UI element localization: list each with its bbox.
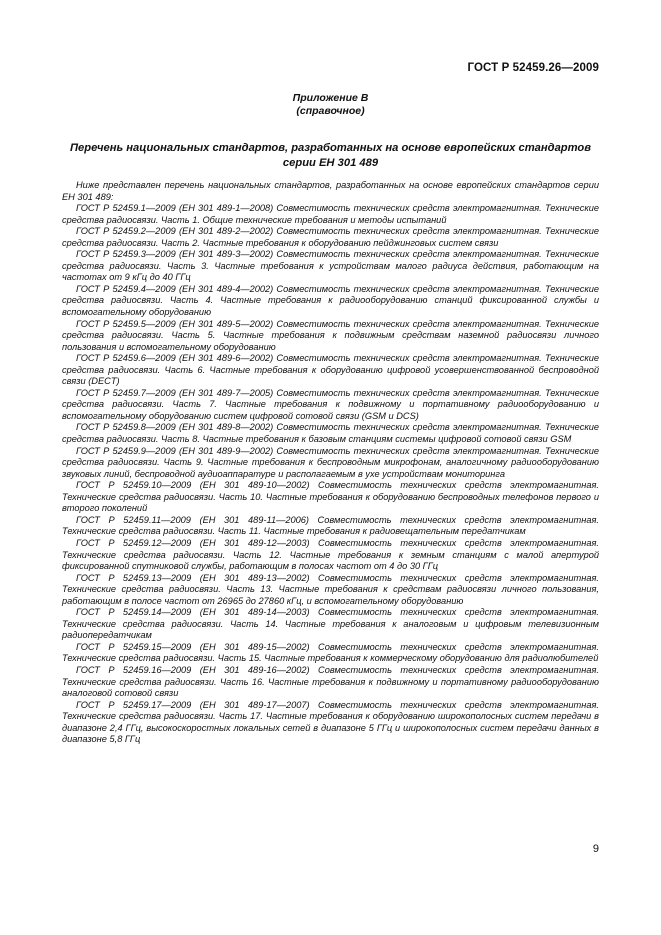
standard-entry: ГОСТ Р 52459.3—2009 (ЕН 301 489-3—2002) Совместимость технических средств электромагнитная. Технические средства радиосвязи. Часть 3. Частные требования к устройствам малого радиуса действия, работающим на частотах от 9 кГц до 40 ГГц bbox=[62, 249, 599, 283]
standard-entry: ГОСТ Р 52459.4—2009 (ЕН 301 489-4—2002) Совместимость технических средств электромагнитная. Технические средства радиосвязи. Часть 4. Частные требования к радиооборудованию станций фиксированной службы и вспомогательному оборудованию bbox=[62, 283, 599, 318]
standard-entry: ГОСТ Р 52459.12—2009 (ЕН 301 489-12—2003) Совместимость технических средств электромагнитная. Технические средства радиосвязи. Часть 12. Частные требования к земным станциям с малой апертурой фиксированной спутниковой службы, работающим в полосах частот от 4 до 30 ГГц bbox=[62, 537, 599, 572]
intro-paragraph: Ниже представлен перечень национальных стандартов, разработанных на основе европейских стандартов серии ЕН 301 489: bbox=[62, 180, 599, 202]
document-header-id: ГОСТ Р 52459.26—2009 bbox=[467, 62, 599, 74]
standard-entry: ГОСТ Р 52459.16—2009 (ЕН 301 489-16—2002) Совместимость технических средств электромагнитная. Технические средства радиосвязи. Часть 16. Частные требования к подвижному и портативному радиооборудованию аналоговой сотовой связи bbox=[62, 664, 599, 699]
standard-entry: ГОСТ Р 52459.10—2009 (ЕН 301 489-10—2002) Совместимость технических средств электромагнитная. Технические средства радиосвязи. Часть 10. Частные требования к оборудованию беспроводных телефонов первого и второго поколений bbox=[62, 480, 599, 514]
standard-entry: ГОСТ Р 52459.1—2009 (ЕН 301 489-1—2008) Совместимость технических средств электромагнитная. Технические средства радиосвязи. Часть 1. Общие технические требования и методы испытаний bbox=[62, 203, 599, 225]
standard-entry: ГОСТ Р 52459.14—2009 (ЕН 301 489-14—2003) Совместимость технических средств электромагнитная. Технические средства радиосвязи. Часть 14. Частные требования к аналоговым и цифровым телевизионным радиопередатчикам bbox=[62, 607, 599, 641]
standard-entry: ГОСТ Р 52459.7—2009 (ЕН 301 489-7—2005) Совместимость технических средств электромагнитная. Технические средства радиосвязи. Часть 7. Частные требования к подвижному и портативному радиооборудованию и вспомогательному оборудованию систем цифровой сотовой связи (GSM и DCS) bbox=[62, 387, 599, 421]
standard-entry: ГОСТ Р 52459.8—2009 (ЕН 301 489-8—2002) Совместимость технических средств электромагнитная. Технические средства радиосвязи. Часть 8. Частные требования к базовым станциям системы цифровой сотовой связи GSM bbox=[62, 422, 599, 445]
page-number: 9 bbox=[592, 843, 599, 855]
standard-entry: ГОСТ Р 52459.2—2009 (ЕН 301 489-2—2002) Совместимость технических средств электромагнитная. Технические средства радиосвязи. Часть 2. Частные требования к оборудованию пейджинговых систем связи bbox=[62, 226, 599, 248]
standard-entry: ГОСТ Р 52459.15—2009 (ЕН 301 489-15—2002) Совместимость технических средств электромагнитная. Технические средства радиосвязи. Часть 15. Частные требования к коммерческому оборудованию для радиолюбителей bbox=[62, 641, 599, 664]
standard-entry: ГОСТ Р 52459.6—2009 (ЕН 301 489-6—2002) Совместимость технических средств электромагнитная. Технические средства радиосвязи. Часть 6. Частные требования к оборудованию цифровой усовершенствованной беспроводной связи (DECT) bbox=[62, 353, 599, 387]
annex-title: Приложение В bbox=[292, 92, 369, 104]
standards-list bbox=[62, 180, 599, 746]
annex-subtitle: (справочное) bbox=[296, 105, 365, 117]
standard-entry: ГОСТ Р 52459.11—2009 (ЕН 301 489-11—2006) Совместимость технических средств электромагнитная. Технические средства радиосвязи. Часть 11. Частные требования к радиовещательным передатчикам bbox=[62, 514, 599, 537]
standard-entry: ГОСТ Р 52459.17—2009 (ЕН 301 489-17—2007) Совместимость технических средств электромагнитная. Технические средства радиосвязи. Часть 17. Частные требования к оборудованию широкополосных систем передачи в диапазоне 2,4 ГГц, высокоскоростных локальных сетей в диапазоне 5 ГГц и широкополосных систем передачи данных в диапазоне 5,8 ГГц bbox=[62, 699, 599, 745]
section-title: Перечень национальных стандартов, разработанных на основе европейских стандартов серии ЕН 301 489 bbox=[69, 142, 592, 169]
standard-entry: ГОСТ Р 52459.5—2009 (ЕН 301 489-5—2002) Совместимость технических средств электромагнитная. Технические средства радиосвязи. Часть 5. Частные требования к подвижным средствам наземной радиосвязи личного пользования и вспомогательному оборудованию bbox=[62, 318, 599, 352]
standard-entry: ГОСТ Р 52459.13—2009 (ЕН 301 489-13—2002) Совместимость технических средств электромагнитная. Технические средства радиосвязи. Часть 13. Частные требования к средствам радиосвязи личного пользования, работающим в полосе частот от 26965 до 27860 кГц, и вспомогательному оборудованию bbox=[62, 572, 599, 606]
standard-entry: ГОСТ Р 52459.9—2009 (ЕН 301 489-9—2002) Совместимость технических средств электромагнитная. Технические средства радиосвязи. Часть 9. Частные требования к беспроводным микрофонам, аналогичному радиооборудованию звуковых линий, беспроводной аудиоаппаратуре и располагаемым в ухе устройствам мониторинга bbox=[62, 445, 599, 479]
annex-heading bbox=[0, 92, 661, 118]
